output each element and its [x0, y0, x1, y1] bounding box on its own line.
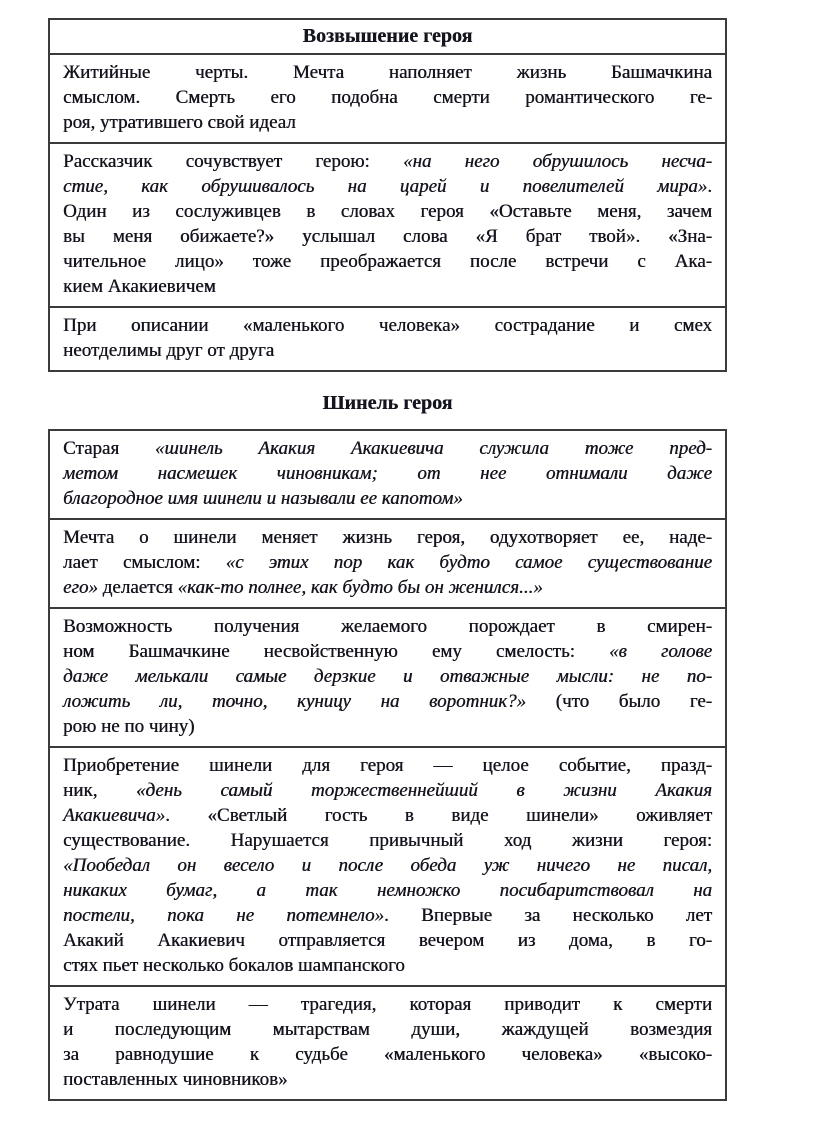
table1-row2-cell [49, 143, 726, 307]
text-line [63, 224, 712, 249]
body-text: Один из сослуживцев в словах героя «Оставьте меня, зачем [63, 201, 712, 222]
text-line [63, 149, 712, 174]
quote-italic-text: ложить ли, точно, куницу на воротник?» [63, 691, 527, 712]
quote-italic-text: постели, пока не потемнело» [63, 905, 385, 926]
document-content [48, 18, 727, 1101]
body-text: ном Башмачкине несвойственную ему смелость: [63, 641, 610, 662]
table2-row1-cell [49, 430, 726, 519]
body-text: лает смыслом: [63, 552, 226, 573]
quote-italic-text: его» [63, 577, 98, 598]
body-text: за равнодушие к судьбе «маленького человека» «высоко- [63, 1044, 712, 1065]
text-line [63, 110, 712, 135]
body-text: стях пьет несколько бокалов шампанского [63, 955, 405, 976]
table1-row3-cell [49, 307, 726, 371]
text-line [63, 664, 712, 689]
body-text: Возможность получения желаемого порождает в смирен- [63, 616, 712, 637]
text-line [63, 878, 712, 903]
text-line [63, 714, 712, 739]
body-text: Приобретение шинели для героя — целое событие, празд- [63, 755, 712, 776]
quote-italic-text: стие, как обрушивалось на царей и повелителей мира» [63, 176, 708, 197]
quote-italic-text: «шинель Акакия Акакиевича служила тоже пред- [154, 438, 712, 459]
quote-italic-text: благородное имя шинели и называли ее капотом» [63, 488, 463, 509]
text-line [63, 953, 712, 978]
body-text: Мечта о шинели меняет жизнь героя, одухотворяет ее, наде- [63, 527, 712, 548]
body-text: поставленных чиновников» [63, 1069, 288, 1090]
table1-row1-cell [49, 54, 726, 143]
body-text: делается [97, 577, 178, 598]
table1-title: Возвышение героя [49, 19, 726, 54]
table2-row5-cell [49, 986, 726, 1100]
text-line [63, 803, 712, 828]
text-line [63, 174, 712, 199]
body-text: (что было ге- [526, 691, 712, 712]
text-line [63, 689, 712, 714]
body-text: ник, [63, 780, 136, 801]
body-text: неотделимы друг от друга [63, 340, 275, 361]
text-line [63, 338, 712, 363]
text-line [63, 928, 712, 953]
table-row [49, 986, 726, 1100]
text-line [63, 461, 712, 486]
table-elevation-of-hero [48, 18, 727, 372]
body-text: чительное лицо» тоже преображается после встречи с Ака- [63, 251, 712, 272]
table2-row4-cell [49, 747, 726, 986]
table-row [49, 143, 726, 307]
text-line [63, 199, 712, 224]
text-line [63, 1067, 712, 1092]
text-line [63, 639, 712, 664]
body-text: Житийные черты. Мечта наполняет жизнь Башмачкина [63, 62, 712, 83]
body-text: Утрата шинели — трагедия, которая приводит к смерти [63, 994, 712, 1015]
table2-row2-cell [49, 519, 726, 608]
quote-italic-text: «как-то полнее, как будто бы он женился...» [177, 577, 543, 598]
body-text: Старая [63, 438, 155, 459]
table-row [49, 747, 726, 986]
text-line [63, 828, 712, 853]
text-line [63, 1042, 712, 1067]
text-line [63, 1017, 712, 1042]
text-line [63, 436, 712, 461]
text-line [63, 614, 712, 639]
quote-italic-text: «с этих пор как будто самое существование [225, 552, 712, 573]
table-row [49, 54, 726, 143]
body-text: . Впервые за несколько лет [384, 905, 712, 926]
table-row [49, 307, 726, 371]
quote-italic-text: «Пообедал он весело и после обеда уж ничего не писал, [63, 855, 712, 876]
text-line [63, 249, 712, 274]
body-text: . «Светлый гость в виде шинели» оживляет [165, 805, 712, 826]
body-text: и последующим мытарствам души, жаждущей возмездия [63, 1019, 712, 1040]
text-line [63, 753, 712, 778]
body-text: кием Акакиевичем [63, 276, 216, 297]
text-line [63, 525, 712, 550]
text-line [63, 486, 712, 511]
text-line [63, 992, 712, 1017]
body-text: Рассказчик сочувствует герою: [63, 151, 403, 172]
body-text: смыслом. Смерть его подобна смерти романтического ге- [63, 87, 712, 108]
quote-italic-text: даже мелькали самые дерзкие и отважные мысли: не по- [63, 666, 712, 687]
body-text: Акакий Акакиевич отправляется вечером из дома, в го- [63, 930, 712, 951]
text-line [63, 778, 712, 803]
text-line [63, 85, 712, 110]
quote-italic-text: никаких бумаг, а так немножко посибаритствовал на [63, 880, 712, 901]
text-line [63, 60, 712, 85]
body-text: рою не по чину) [63, 716, 195, 737]
quote-italic-text: «в голове [609, 641, 713, 662]
text-line [63, 903, 712, 928]
body-text: вы меня обижаете?» услышал слова «Я брат твой». «Зна- [63, 226, 712, 247]
quote-italic-text: Акакиевича» [63, 805, 166, 826]
text-line [63, 313, 712, 338]
text-line [63, 274, 712, 299]
table2-row3-cell [49, 608, 726, 747]
table-header-row [49, 19, 726, 54]
text-line [63, 853, 712, 878]
table-overcoat-of-hero [48, 429, 727, 1101]
quote-italic-text: метом насмешек чиновникам; от нее отнимали даже [63, 463, 712, 484]
body-text: существование. Нарушается привычный ход жизни героя: [63, 830, 712, 851]
text-line [63, 575, 712, 600]
section2-heading: Шинель героя [322, 392, 453, 414]
quote-italic-text: «на него обрушилось несча- [402, 151, 713, 172]
body-text: При описании «маленького человека» сострадание и смех [63, 315, 712, 336]
body-text: роя, утратившего свой идеал [63, 112, 296, 133]
table-row [49, 608, 726, 747]
text-line [63, 550, 712, 575]
table-row [49, 430, 726, 519]
table-row [49, 519, 726, 608]
quote-italic-text: «день самый торжественнейший в жизни Акакия [135, 780, 712, 801]
body-text: . [707, 176, 712, 197]
